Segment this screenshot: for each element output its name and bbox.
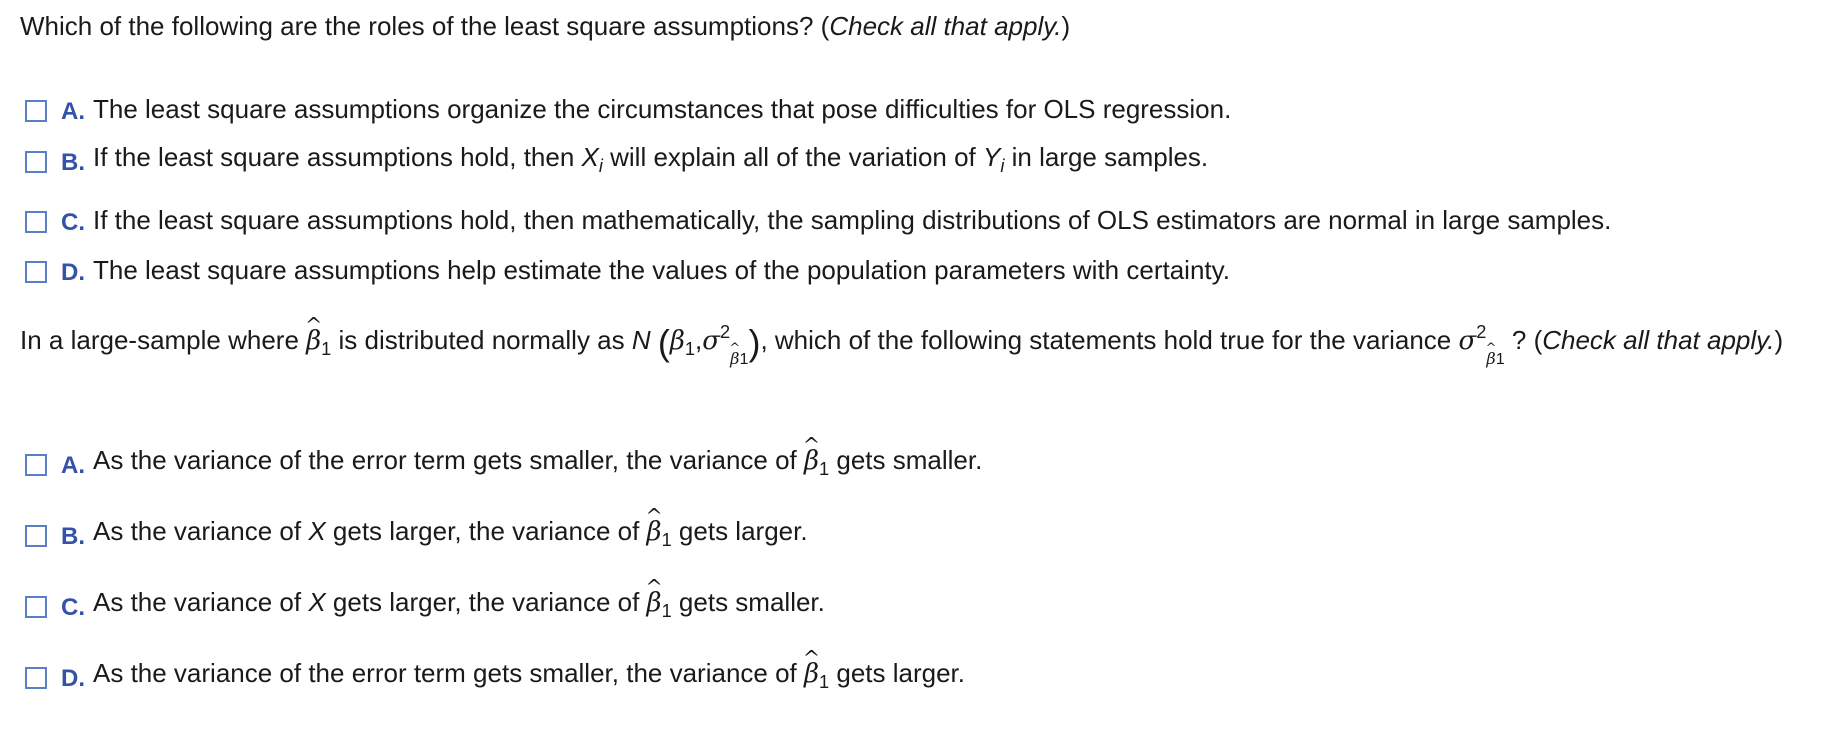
q2-option-d-checkbox[interactable] (25, 667, 47, 689)
q2-option-b[interactable] (25, 516, 808, 551)
q1-option-d-letter: D. (61, 259, 85, 286)
q2-option-a-letter: A. (61, 451, 85, 479)
q2-option-d-letter: D. (61, 664, 85, 692)
q2-option-b-text: As the variance of X gets larger, the variance of ^ $\beta_1$ gets larger. (93, 516, 808, 551)
question-1-prompt: Which of the following are the roles of the least square assumptions? (Check all that apply.) (20, 11, 1071, 41)
q1-option-a-checkbox[interactable] (25, 100, 47, 122)
q2-option-b-checkbox[interactable] (25, 525, 47, 547)
q1-option-a[interactable] (25, 92, 1231, 126)
q1-option-b[interactable] (25, 142, 1208, 177)
q1-option-c[interactable] (25, 203, 1611, 237)
q1-option-c-text: If the least square assumptions hold, then mathematically, the sampling distributions of OLS estimators are normal in large samples. (93, 204, 1612, 235)
q1-option-a-text: The least square assumptions organize the circumstances that pose difficulties for OLS regression. (93, 93, 1232, 124)
q2-option-a-checkbox[interactable] (25, 454, 47, 476)
q2-option-b-letter: B. (61, 522, 85, 550)
q1-option-c-letter: C. (61, 209, 85, 236)
q1-option-a-letter: A. (61, 98, 85, 125)
q2-option-c[interactable] (25, 587, 825, 622)
q2-option-d[interactable] (25, 658, 965, 693)
q1-option-b-checkbox[interactable] (25, 151, 47, 173)
q1-option-d-checkbox[interactable] (25, 261, 47, 283)
q2-option-a-text: As the variance of the error term gets smaller, the variance of ^ $\beta_1$ gets smaller. (93, 445, 982, 480)
q1-option-b-letter: B. (61, 148, 85, 176)
q1-option-c-checkbox[interactable] (25, 211, 47, 233)
q2-option-c-checkbox[interactable] (25, 596, 47, 618)
q2-option-c-text: As the variance of X gets larger, the variance of ^ $\beta_1$ gets smaller. (93, 587, 825, 622)
q1-option-d-text: The least square assumptions help estimate the values of the population parameters with certainty. (93, 254, 1230, 285)
q1-option-d[interactable] (25, 253, 1230, 287)
q1-option-b-text: If the least square assumptions hold, then $X_i$ will explain all of the variation of $Y_i$ in large samples. (93, 142, 1209, 177)
q2-option-d-text: As the variance of the error term gets smaller, the variance of ^ $\beta_1$ gets larger. (93, 658, 965, 693)
q2-option-a[interactable] (25, 445, 982, 480)
question-2-prompt: In a large-sample where ^ $\beta_1$ is distributed normally as N ($\beta_1,\sigma^2\^{}$ $_{\beta 1}$), which of the following statements hold true for the variance $\sigma^2\^{}$ $_{\beta 1}$ ? (Check all that apply.) (20, 322, 1783, 363)
q2-option-c-letter: C. (61, 593, 85, 621)
